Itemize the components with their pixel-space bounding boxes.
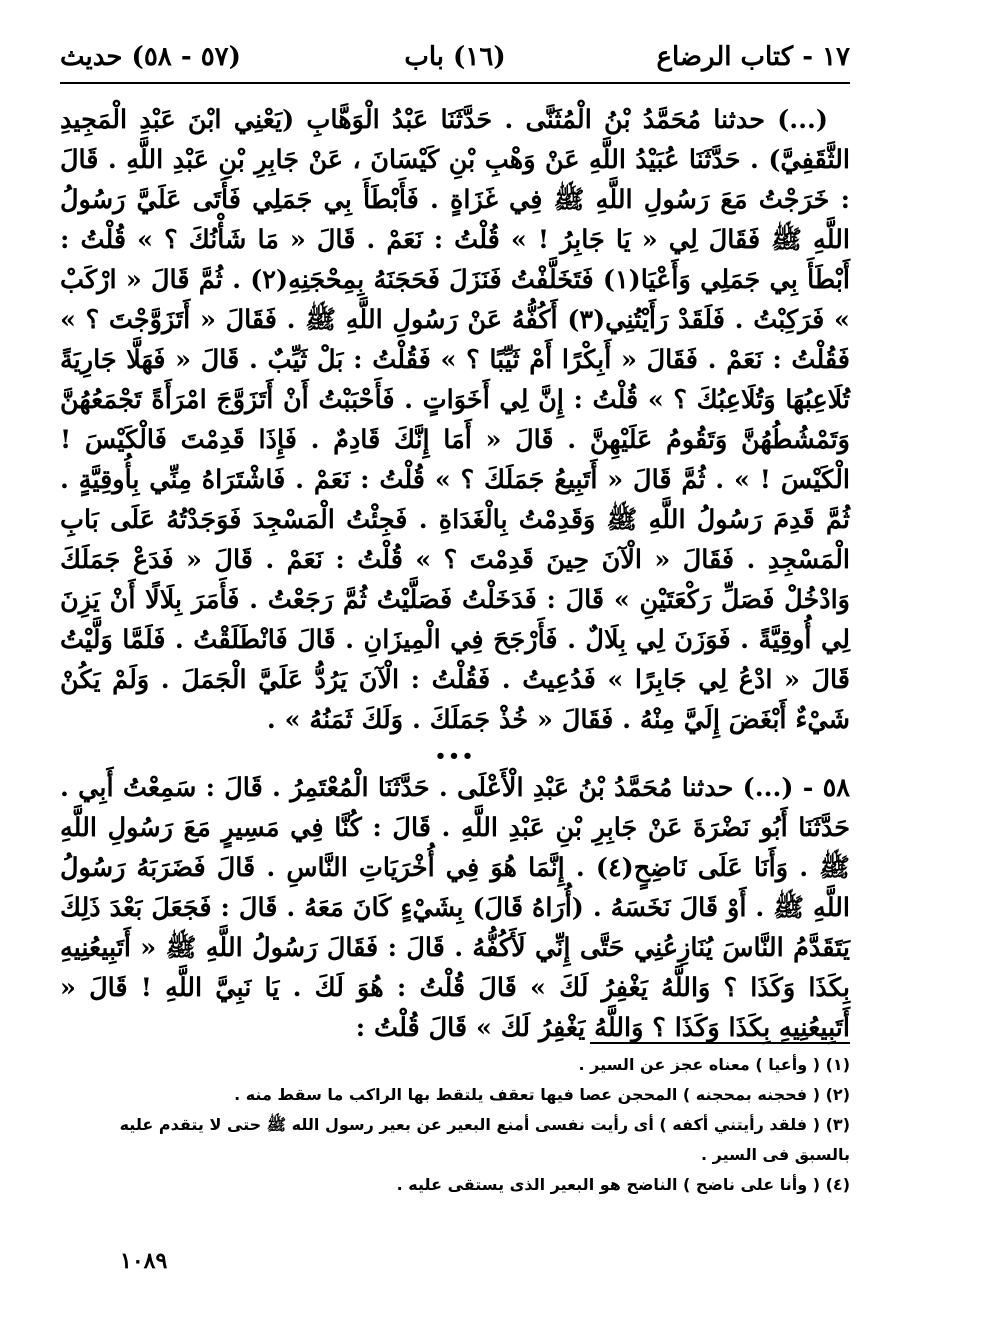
footnote-1: (١) ( وأعيا ) معناه عجز عن السير . bbox=[578, 1055, 850, 1074]
footnote-3: (٣) ( فلقد رأيتني أكفه ) أى رأيت نفسى أمنع البعير عن بعير رسول الله ﷺ حتى لا يتقدم عليه بالسبق فى السير . bbox=[119, 1115, 850, 1164]
book-number: ١٧ bbox=[822, 42, 850, 72]
book-title: - كتاب الرضاع bbox=[656, 42, 813, 72]
footnote-4: (٤) ( وأنا على ناضح ) الناضح هو البعير الذى يستقى عليه . bbox=[396, 1175, 850, 1194]
footnotes bbox=[60, 1050, 850, 1200]
hadith-58-paragraph: ٥٨ - (...) حدثنا مُحَمَّدُ بْنُ عَبْدِ الْأَعْلَى . حَدَّثَنَا الْمُعْتَمِرُ . قَالَ : سَمِعْتُ أَبِي . حَدَّثَنَا أَبُو نَضْرَةَ عَنْ جَابِرِ بْنِ عَبْدِ اللَّهِ . قَالَ : كُنَّا فِي مَسِيرٍ مَعَ رَسُولِ اللَّهِ ﷺ . وَأَنَا عَلَى نَاضِحٍ(٤) . إِنَّمَا هُوَ فِي أُخْرَيَاتِ النَّاسِ . قَالَ فَضَرَبَهُ رَسُولُ اللَّهِ ﷺ . أَوْ قَالَ نَخَسَهُ . (أُرَاهُ قَالَ) بِشَيْءٍ كَانَ مَعَهُ . قَالَ : فَجَعَلَ بَعْدَ ذَلِكَ يَتَقَدَّمُ النَّاسَ يُنَازِعُنِي حَتَّى إِنِّي لَأَكُفُّهُ . قَالَ : فَقَالَ رَسُولُ اللَّهِ ﷺ « أَتَبِيعُنِيهِ بِكَذَا وَكَذَا ؟ وَاللَّهُ يَغْفِرُ لَكَ » قَالَ قُلْتُ : هُوَ لَكَ . يَا نَبِيَّ اللَّهِ ! قَالَ « أَتَبِيعُنِيهِ بِكَذَا وَكَذَا ؟ وَاللَّهُ يَغْفِرُ لَكَ » قَالَ قُلْتُ : bbox=[60, 773, 850, 1043]
main-text bbox=[60, 100, 850, 1048]
chapter-header: (١٦) باب bbox=[404, 42, 506, 72]
page-number: ١٠٨٩ bbox=[120, 1248, 168, 1274]
hadith-57-paragraph: (...) حدثنا مُحَمَّدُ بْنُ الْمُثَنَّى . حَدَّثَنَا عَبْدُ الْوَهَّابِ (يَعْنِي ابْنَ عَبْدِ الْمَجِيدِ الثَّقَفِيَّ) . حَدَّثَنَا عُبَيْدُ اللَّهِ عَنْ وَهْبِ بْنِ كَيْسَانَ ، عَنْ جَابِرِ بْنِ عَبْدِ اللَّهِ . قَالَ : خَرَجْتُ مَعَ رَسُولِ اللَّهِ ﷺ فِي غَزَاةٍ . فَأَبْطَأَ بِي جَمَلِي فَأَتَى عَلَيَّ رَسُولُ اللَّهِ ﷺ فَقَالَ لِي « يَا جَابِرُ ! » قُلْتُ : نَعَمْ . قَالَ « مَا شَأْنُكَ ؟ » قُلْتُ : أَبْطَأَ بِي جَمَلِي وَأَعْيَا(١) فَتَخَلَّفْتُ فَنَزَلَ فَحَجَنَهُ بِمِحْجَنِهِ(٢) . ثُمَّ قَالَ « ارْكَبْ » فَرَكِبْتُ . فَلَقَدْ رَأَيْتُنِي(٣) أَكُفُّهُ عَنْ رَسُولِ اللَّهِ ﷺ . فَقَالَ « أَتَزَوَّجْتَ ؟ » فَقُلْتُ : نَعَمْ . فَقَالَ « أَبِكْرًا أَمْ ثَيِّبًا ؟ » فَقُلْتُ : بَلْ ثَيِّبٌ . قَالَ « فَهَلَّا جَارِيَةً تُلَاعِبُهَا وَتُلَاعِبُكَ ؟ » قُلْتُ : إِنَّ لِي أَخَوَاتٍ . فَأَحْبَبْتُ أَنْ أَتَزَوَّجَ امْرَأَةً تَجْمَعُهُنَّ وَتَمْشُطُهُنَّ وَتَقُومُ عَلَيْهِنَّ . قَالَ « أَمَا إِنَّكَ قَادِمٌ . فَإِذَا قَدِمْتَ فَالْكَيْسَ ! الْكَيْسَ ! » . ثُمَّ قَالَ « أَتَبِيعُ جَمَلَكَ ؟ » قُلْتُ : نَعَمْ . فَاشْتَرَاهُ مِنِّي بِأُوقِيَّةٍ . ثُمَّ قَدِمَ رَسُولُ اللَّهِ ﷺ وَقَدِمْتُ بِالْغَدَاةِ . فَجِئْتُ الْمَسْجِدَ فَوَجَدْتُهُ عَلَى بَابِ الْمَسْجِدِ . فَقَالَ « الْآنَ حِينَ قَدِمْتَ ؟ » قُلْتُ : نَعَمْ . قَالَ « فَدَعْ جَمَلَكَ وَادْخُلْ فَصَلِّ رَكْعَتَيْنِ » قَالَ : فَدَخَلْتُ فَصَلَّيْتُ ثُمَّ رَجَعْتُ . فَأَمَرَ بِلَالًا أَنْ يَزِنَ لِي أُوقِيَّةً . فَوَزَنَ لِي بِلَالٌ . فَأَرْجَحَ فِي الْمِيزَانِ . قَالَ فَانْطَلَقْتُ . فَلَمَّا وَلَّيْتُ قَالَ « ادْعُ لِي جَابِرًا » فَدُعِيتُ . فَقُلْتُ : الْآنَ يَرُدُّ عَلَيَّ الْجَمَلَ . وَلَمْ يَكُنْ شَيْءٌ أَبْغَضَ إِلَيَّ مِنْهُ . فَقَالَ « خُذْ جَمَلَكَ . وَلَكَ ثَمَنُهُ » . bbox=[60, 105, 851, 735]
page-header bbox=[60, 38, 850, 80]
hadith-range-header: (٥٧ - ٥٨) حديث bbox=[60, 42, 241, 72]
book-title-header bbox=[656, 42, 850, 72]
footnote-2: (٢) ( فحجنه بمحجنه ) المحجن عصا فيها تعقف يلتقط بها الراكب ما سقط منه . bbox=[234, 1085, 850, 1104]
header-rule bbox=[60, 82, 850, 84]
section-separator: ••• bbox=[434, 746, 476, 767]
footnote-rule bbox=[590, 1042, 850, 1044]
